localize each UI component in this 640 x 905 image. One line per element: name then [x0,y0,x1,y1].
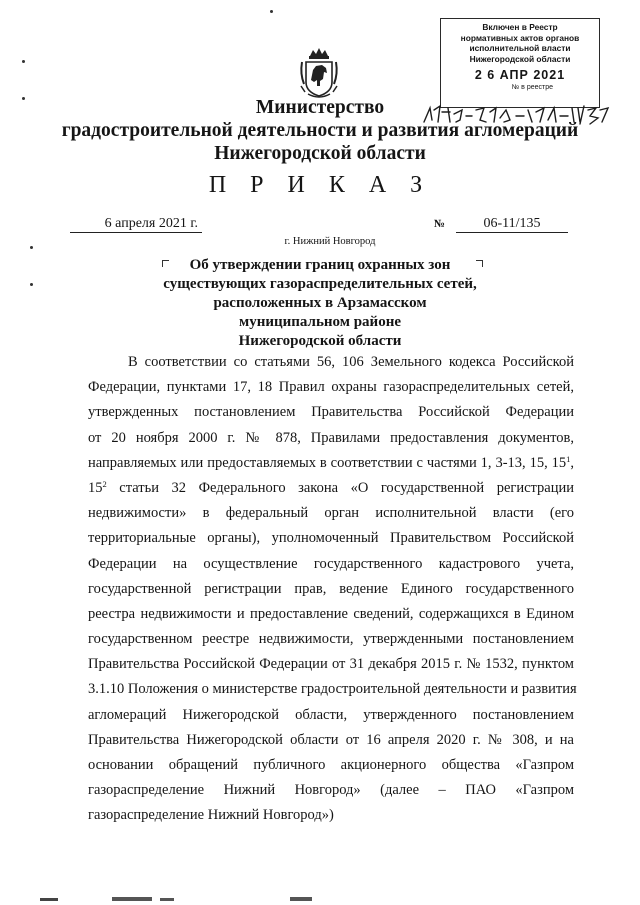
body-line [88,476,574,501]
registry-stamp [440,18,600,108]
body-line: газораспределение Нижний Новгород» (далее – ПАО «Газпром [88,782,574,799]
stamp-line-1: Включен в Реестр [482,22,558,32]
body-line: 3.1.10 Положения о министерстве градостроительной деятельности и развития [88,681,577,698]
stamp-date: 2 6 АПР 2021 [474,68,566,82]
body-line: утвержденных постановлением Правительства Российской Федерации [88,404,574,421]
subject-line-3: расположенных в Арзамасском [213,295,427,311]
coat-of-arms-emblem [296,46,342,102]
scan-speck [30,283,33,286]
order-body [88,350,577,829]
body-line-part: направляемых или предоставляемых в соответствии с частями 1, 3-13, 15, 15 [88,454,567,471]
subject-line-2: существующих газораспределительных сетей, [163,276,477,292]
ministry-title [40,96,600,165]
scan-speck [22,60,25,63]
body-line: газораспределение Нижний Новгород») [88,807,334,824]
body-line-part: статьи 32 Федерального закона «О государственной регистрации [106,479,574,496]
order-date: 6 апреля 2021 г. [70,215,202,233]
scan-speck [22,97,25,100]
body-line: недвижимости» в федеральный орган исполнительной власти (его [88,505,574,522]
stamp-line-4: Нижегородской области [469,53,571,64]
body-line: Федерации на осуществление государственного кадастрового учета, [88,555,574,572]
city-label: г. Нижний Новгород [284,236,376,247]
body-line: агломераций Нижегородской области, утвержденного постановлением [88,706,574,723]
ministry-line-3: Нижегородской области [214,143,426,164]
body-line: Федерации, пунктами 17, 18 Правил охраны газораспределительных сетей, [88,379,574,396]
ministry-line-1: Министерство [255,97,385,118]
subject-line-5: Нижегородской области [238,333,402,349]
superscript: 2 [102,478,107,489]
scan-speck [30,246,33,249]
body-line: Правительства Нижегородской области от 16 апреля 2020 г. № 308, и на [88,731,574,748]
body-line: реестра недвижимости и предоставление сведений, содержащихся в Едином [88,605,574,622]
order-subject [160,256,480,351]
body-line: территориальные органы), уполномоченный Правительством Российской [88,530,574,547]
body-line: государственной регистрации прав, ведение Единого государственного [88,580,574,597]
superscript: 1 [566,453,571,464]
stamp-registry-label: № в реестре [511,84,553,91]
subject-line-1: Об утверждении границ охранных зон [189,257,451,273]
body-line: Правительства Российской Федерации от 31 декабря 2015 г. № 1532, пунктом [88,656,574,673]
body-line-part: 15 [88,479,103,496]
ministry-line-2: градостроительной деятельности и развития агломераций [61,120,579,141]
stamp-line-3: исполнительной власти [469,43,571,53]
stamp-line-2: нормативных актов органов [460,32,580,43]
body-line: государственном реестре недвижимости, утвержденными постановлением [88,631,574,648]
body-line: В соответствии со статьями 56, 106 Земельного кодекса Российской [128,354,574,370]
body-line-part: , [570,454,574,471]
subject-line-4: муниципальном районе [238,314,402,330]
scan-speck [270,10,273,13]
document-type-heading: П Р И К А З [208,172,432,198]
order-number: 06-11/135 [456,215,568,233]
number-sign: № [434,218,446,230]
body-line [88,451,574,476]
body-line: основании обращений публичного акционерного общества «Газпром [88,757,574,773]
page-bottom-marks [0,896,640,905]
body-line: от 20 ноября 2000 г. № 878, Правилами предоставления документов, [88,429,574,446]
